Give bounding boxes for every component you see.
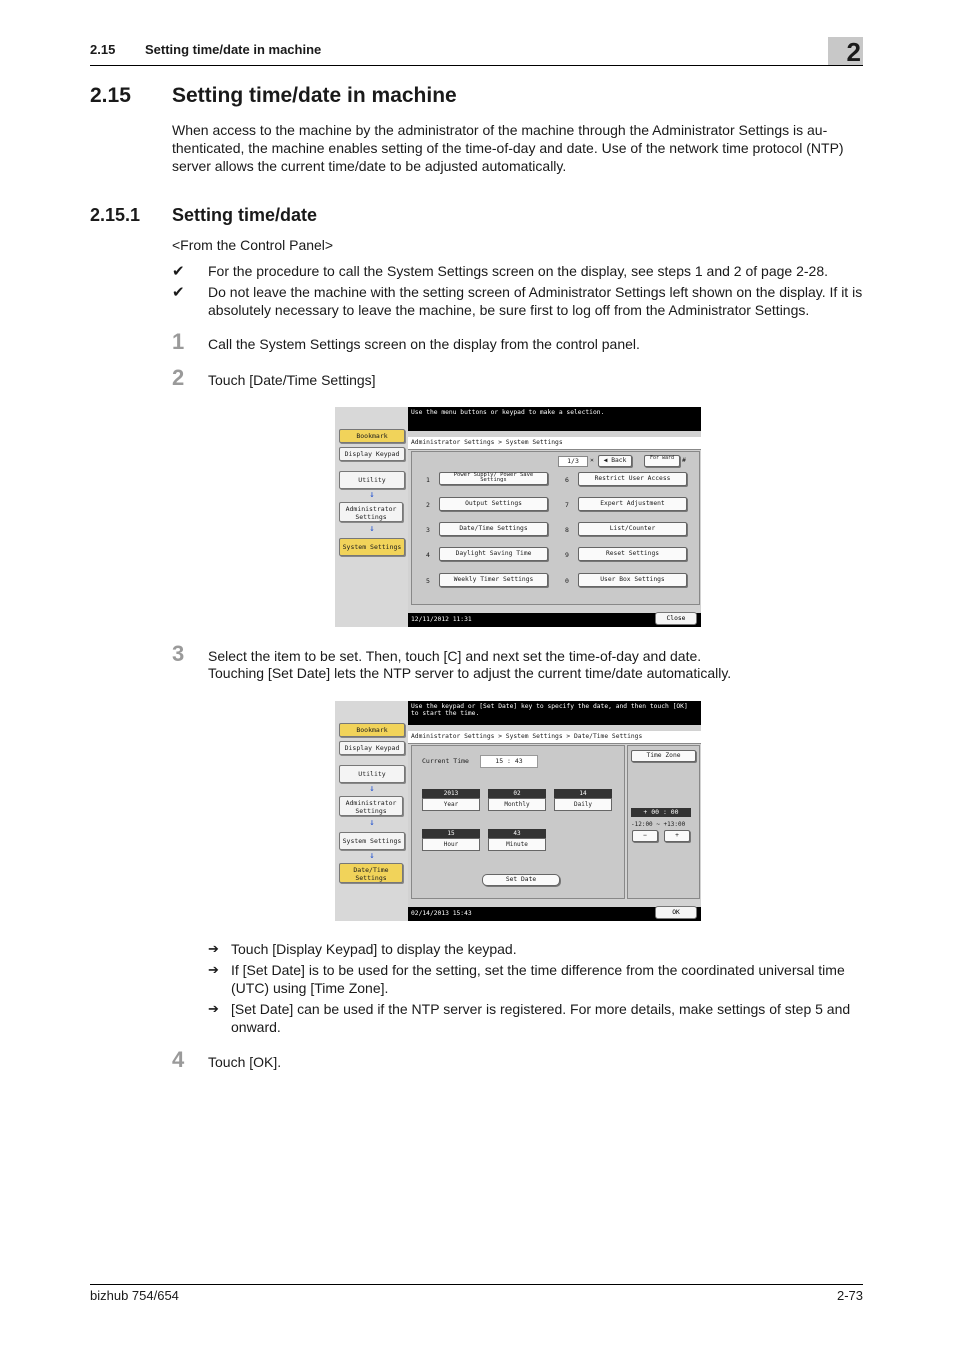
breadcrumb: Administrator Settings > System Settings > Date/Time Settings: [408, 731, 701, 744]
power-save-settings-button[interactable]: Power Supply/ Power Save Settings: [439, 472, 548, 485]
status-bar: 02/14/2013 15:43: [408, 907, 701, 921]
reset-settings-button[interactable]: Reset Settings: [578, 547, 687, 561]
status-bar: 12/11/2012 11:31: [408, 613, 701, 627]
step3-note-2: If [Set Date] is to be used for the setting, set the time difference from the coordinated universal time (UTC) using [Time Zone].: [231, 962, 845, 996]
set-date-button[interactable]: Set Date: [482, 874, 560, 886]
time-zone-range: -12:00 ~ +13:00: [631, 821, 686, 828]
plus-button[interactable]: +: [664, 830, 690, 842]
item-number: 8: [565, 526, 569, 534]
chapter-badge: 2: [828, 37, 863, 65]
hour-value: 15: [422, 829, 480, 838]
system-settings-button[interactable]: System Settings: [339, 538, 405, 556]
weekly-timer-settings-button[interactable]: Weekly Timer Settings: [439, 573, 548, 587]
page-indicator: 1/3: [558, 456, 588, 467]
ok-button[interactable]: OK: [655, 906, 697, 919]
date-panel: [411, 745, 625, 899]
down-arrow-icon: ↓: [369, 818, 375, 828]
system-settings-button[interactable]: System Settings: [339, 832, 405, 850]
item-number: 7: [565, 501, 569, 509]
date-time-settings-button[interactable]: Date/Time Settings: [439, 522, 548, 536]
step-text-2: Touching [Set Date] lets the NTP server to adjust the current time/date automatically.: [208, 665, 732, 681]
day-value: 14: [554, 789, 612, 798]
step3-note-1: Touch [Display Keypad] to display the keypad.: [231, 941, 517, 957]
section-number: 2.15: [90, 84, 131, 107]
expert-adjustment-button[interactable]: Expert Adjustment: [578, 497, 687, 511]
bookmark-button[interactable]: Bookmark: [339, 723, 405, 737]
minute-field[interactable]: [488, 829, 546, 851]
side-panel: [335, 407, 408, 627]
note-1: For the procedure to call the System Settings screen on the display, see steps 1 and 2 of page 2-28.: [208, 263, 828, 279]
user-box-settings-button[interactable]: User Box Settings: [578, 573, 687, 587]
item-number: 1: [426, 476, 430, 484]
arrow-icon: ➔: [208, 1001, 219, 1016]
step-number: 2: [172, 365, 185, 390]
display-keypad-button[interactable]: Display Keypad: [339, 447, 405, 461]
step-number: 3: [172, 641, 185, 666]
header-rule: [90, 65, 863, 66]
down-arrow-icon: ↓: [369, 784, 375, 794]
year-button[interactable]: Year: [422, 798, 480, 811]
step-text: Touch [Date/Time Settings]: [208, 372, 376, 388]
breadcrumb: Administrator Settings > System Settings: [408, 437, 701, 450]
step-text: Call the System Settings screen on the display from the control panel.: [208, 336, 640, 352]
step-number: 4: [172, 1047, 185, 1072]
section-intro: When access to the machine by the administrator of the machine through the Administrator Settings is au-thenticated, the machine enables setting of the time-of-day and date. Use of the network time protocol (NTP) server allows the current time/date to be adjusted automatically.: [172, 122, 844, 174]
minute-value: 43: [488, 829, 546, 838]
header-section-number: 2.15: [90, 42, 116, 57]
item-number: 5: [426, 577, 430, 585]
time-zone-value: + 00 : 00: [631, 808, 691, 817]
list-counter-button[interactable]: List/Counter: [578, 522, 687, 536]
header-section-title: Setting time/date in machine: [145, 42, 322, 57]
check-icon: ✔: [172, 284, 185, 301]
close-button[interactable]: Close: [655, 612, 697, 625]
subsection-number: 2.15.1: [90, 205, 141, 225]
date-time-settings-side-button[interactable]: Date/Time Settings: [339, 863, 403, 883]
minute-button[interactable]: Minute: [488, 838, 546, 851]
down-arrow-icon: ↓: [369, 524, 375, 534]
current-time-label: Current Time: [422, 757, 469, 765]
restrict-user-access-button[interactable]: Restrict User Access: [578, 472, 687, 486]
down-arrow-icon: ↓: [369, 851, 375, 861]
system-settings-screen: [335, 407, 701, 627]
section-title: Setting time/date in machine: [172, 84, 457, 107]
display-keypad-button[interactable]: Display Keypad: [339, 741, 405, 755]
menu-panel: [411, 451, 700, 605]
message-bar: Use the menu buttons or keypad to make a selection.: [408, 407, 701, 431]
page-x-icon: ×: [590, 456, 594, 464]
item-number: 2: [426, 501, 430, 509]
footer-product: bizhub 754/654: [90, 1288, 179, 1303]
item-number: 0: [565, 577, 569, 585]
from-label: <From the Control Panel>: [172, 237, 334, 253]
month-button[interactable]: Monthly: [488, 798, 546, 811]
footer-page: 2-73: [836, 1288, 863, 1303]
utility-button[interactable]: Utility: [339, 471, 405, 489]
year-field[interactable]: [422, 789, 480, 811]
administrator-settings-button[interactable]: Administrator Settings: [339, 796, 403, 816]
output-settings-button[interactable]: Output Settings: [439, 497, 548, 511]
bookmark-button[interactable]: Bookmark: [339, 429, 405, 443]
item-number: 4: [426, 551, 430, 559]
arrow-icon: ➔: [208, 962, 219, 977]
footer-rule: [90, 1284, 863, 1285]
step3-note-3: [Set Date] can be used if the NTP server is registered. For more details, make settings of step 5 and onward.: [231, 1001, 851, 1035]
time-zone-panel: [627, 745, 700, 899]
note-2: Do not leave the machine with the setting screen of Administrator Settings left shown on the display. If it is absolutely necessary to leave the machine, be sure first to log off from the Administrator Settings.: [208, 284, 863, 318]
item-number: 3: [426, 526, 430, 534]
item-number: 9: [565, 551, 569, 559]
day-field[interactable]: [554, 789, 612, 811]
date-time-settings-screen: [335, 701, 701, 921]
hour-field[interactable]: [422, 829, 480, 851]
back-button[interactable]: ◀ Back: [598, 455, 632, 467]
side-panel: [335, 701, 408, 921]
month-value: 02: [488, 789, 546, 798]
administrator-settings-button[interactable]: Administrator Settings: [339, 502, 403, 522]
day-button[interactable]: Daily: [554, 798, 612, 811]
subsection-title: Setting time/date: [172, 205, 318, 225]
forward-button[interactable]: For ward: [644, 455, 680, 467]
hour-button[interactable]: Hour: [422, 838, 480, 851]
arrow-icon: ➔: [208, 941, 219, 956]
message-bar: Use the keypad or [Set Date] key to specify the date, and then touch [OK] to start the time.: [408, 701, 701, 725]
current-time-value: 15 : 43: [480, 755, 538, 768]
time-zone-button[interactable]: Time Zone: [631, 750, 696, 762]
step-text: Select the item to be set. Then, touch [C] and next set the time-of-day and date.: [208, 648, 702, 664]
down-arrow-icon: ↓: [369, 490, 375, 500]
check-icon: ✔: [172, 263, 185, 280]
year-value: 2013: [422, 789, 480, 798]
page-sharp-icon: #: [682, 456, 686, 464]
minus-button[interactable]: −: [632, 830, 658, 842]
month-field[interactable]: [488, 789, 546, 811]
daylight-saving-time-button[interactable]: Daylight Saving Time: [439, 547, 548, 561]
step-number: 1: [172, 329, 185, 354]
utility-button[interactable]: Utility: [339, 765, 405, 783]
step-text: Touch [OK].: [208, 1054, 282, 1070]
item-number: 6: [565, 476, 569, 484]
